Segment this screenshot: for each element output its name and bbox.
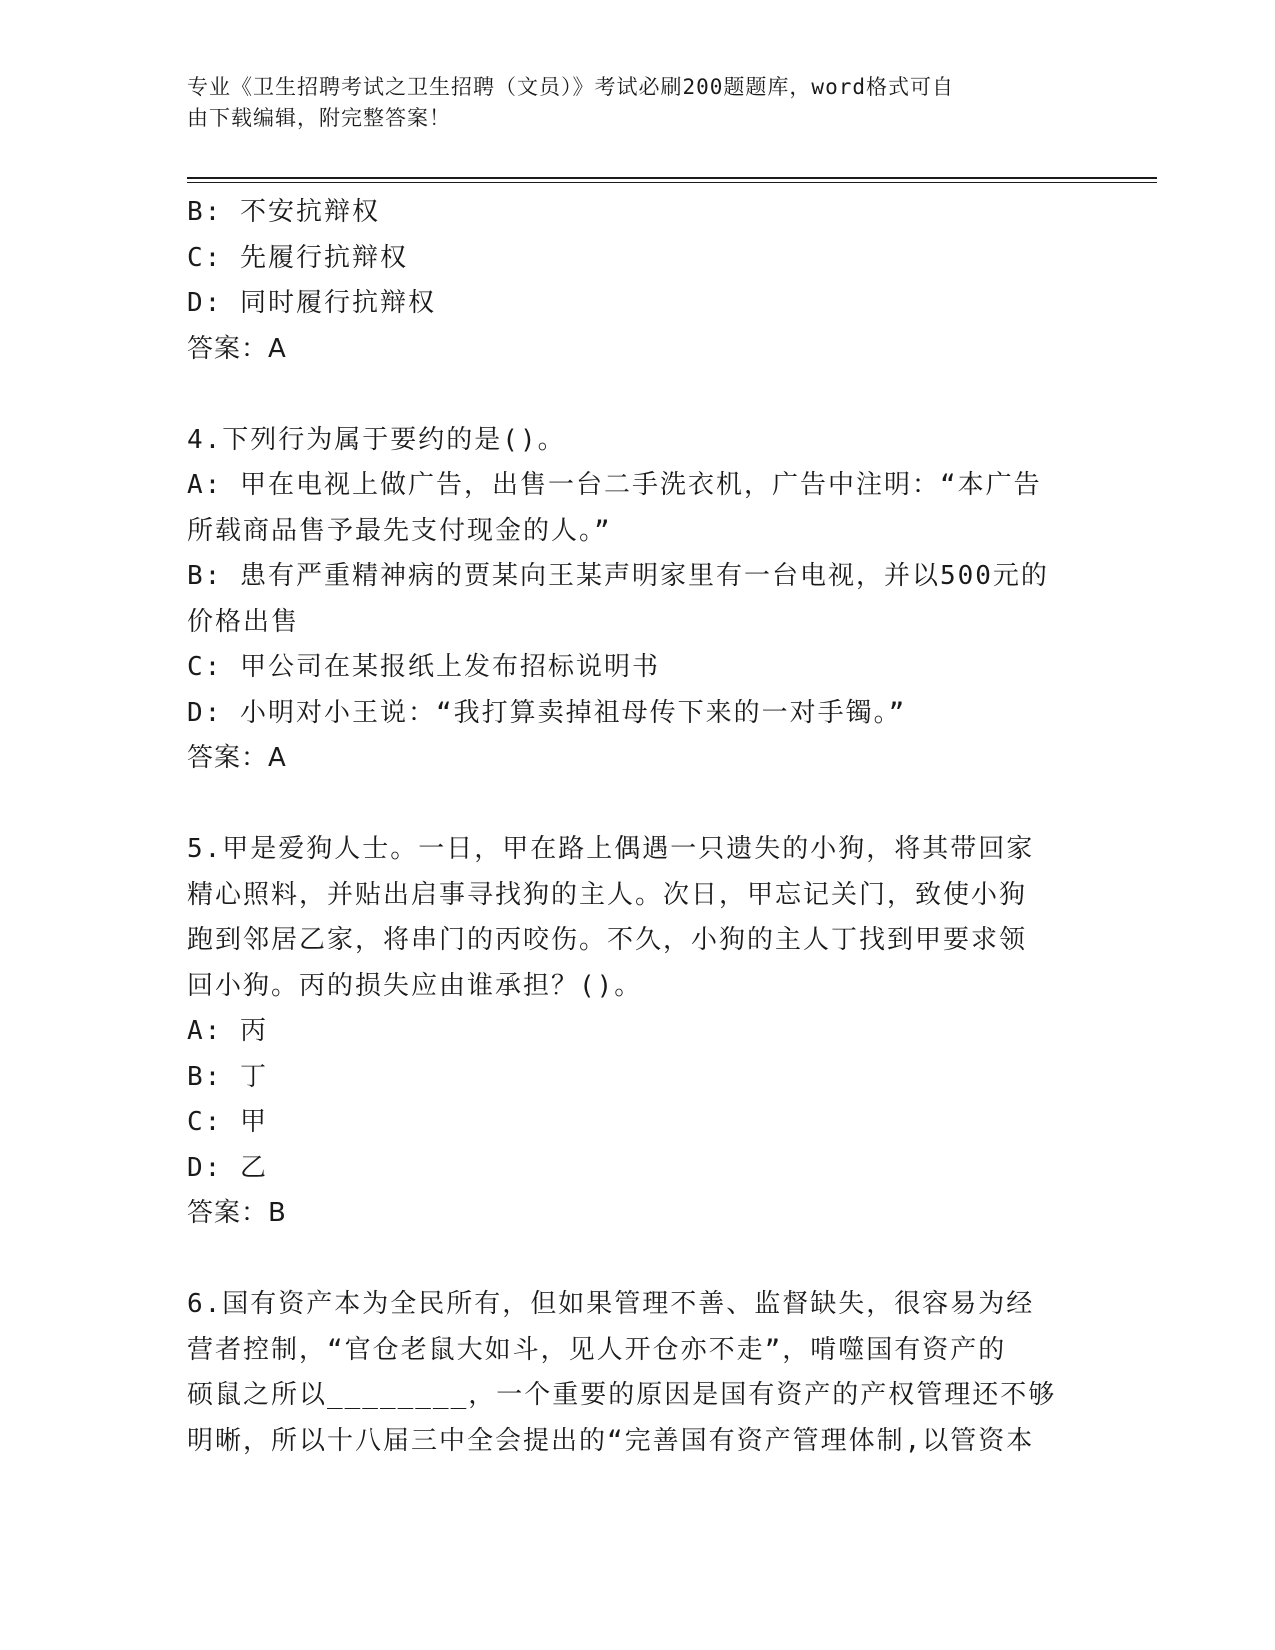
q5-option-b: B: 丁 [187, 1061, 268, 1092]
q5-option-c: C: 甲 [187, 1107, 268, 1137]
q4-option-b-line-1: B: 患有严重精神病的贾某向王某声明家里有一台电视，并以500元的 [187, 561, 1049, 591]
q5-option-d: D: 乙 [187, 1152, 268, 1183]
q3-option-b: B: 不安抗辩权 [187, 197, 380, 227]
q4-option-d: D: 小明对小王说：“我打算卖掉祖母传下来的一对手镯。” [187, 697, 907, 728]
spacer [187, 782, 1077, 828]
q5-stem-line-4: 回小狗。丙的损失应由谁承担？()。 [187, 970, 643, 1001]
q6-stem-line-3: 硕鼠之所以________，一个重要的原因是国有资产的产权管理还不够 [187, 1380, 1057, 1410]
question-content [187, 190, 1077, 1464]
q4-option-c: C: 甲公司在某报纸上发布招标说明书 [187, 652, 660, 682]
spacer [187, 1237, 1077, 1283]
q4-answer: 答案：A [187, 743, 287, 773]
q5-stem-line-3: 跑到邻居乙家，将串门的丙咬伤。不久，小狗的主人丁找到甲要求领 [187, 925, 1028, 955]
spacer [187, 372, 1077, 418]
q3-option-c: C: 先履行抗辩权 [187, 242, 408, 273]
q5-option-a: A: 丙 [187, 1016, 268, 1046]
q6-stem-line-4: 明晰，所以十八届三中全会提出的“完善国有资产管理体制,以管资本 [187, 1425, 1035, 1456]
q3-option-d: D: 同时履行抗辩权 [187, 288, 436, 318]
header-line-1: 专业《卫生招聘考试之卫生招聘（文员）》考试必刷200题题库，word格式可自 [187, 75, 954, 99]
q6-stem-line-1: 6.国有资产本为全民所有，但如果管理不善、监督缺失，很容易为经 [187, 1289, 1035, 1319]
header-line-2: 由下载编辑，附完整答案！ [187, 106, 451, 130]
q4-option-a-line-2: 所载商品售予最先支付现金的人。” [187, 515, 612, 546]
q3-answer: 答案：A [187, 333, 287, 364]
q6-stem-line-2: 营者控制，“官仓老鼠大如斗，见人开仓亦不走”，啃噬国有资产的 [187, 1334, 1007, 1365]
q5-answer: 答案：B [187, 1198, 287, 1228]
q5-stem-line-1: 5.甲是爱狗人士。一日，甲在路上偶遇一只遗失的小狗，将其带回家 [187, 834, 1035, 864]
header-divider-thick [187, 177, 1157, 179]
document-header [187, 72, 1067, 134]
header-divider-thin [187, 182, 1157, 183]
q4-option-b-line-2: 价格出售 [187, 606, 300, 637]
q4-option-a-line-1: A: 甲在电视上做广告，出售一台二手洗衣机，广告中注明：“本广告 [187, 470, 1042, 500]
q4-stem: 4.下列行为属于要约的是()。 [187, 424, 566, 455]
q5-stem-line-2: 精心照料，并贴出启事寻找狗的主人。次日，甲忘记关门，致使小狗 [187, 879, 1028, 910]
